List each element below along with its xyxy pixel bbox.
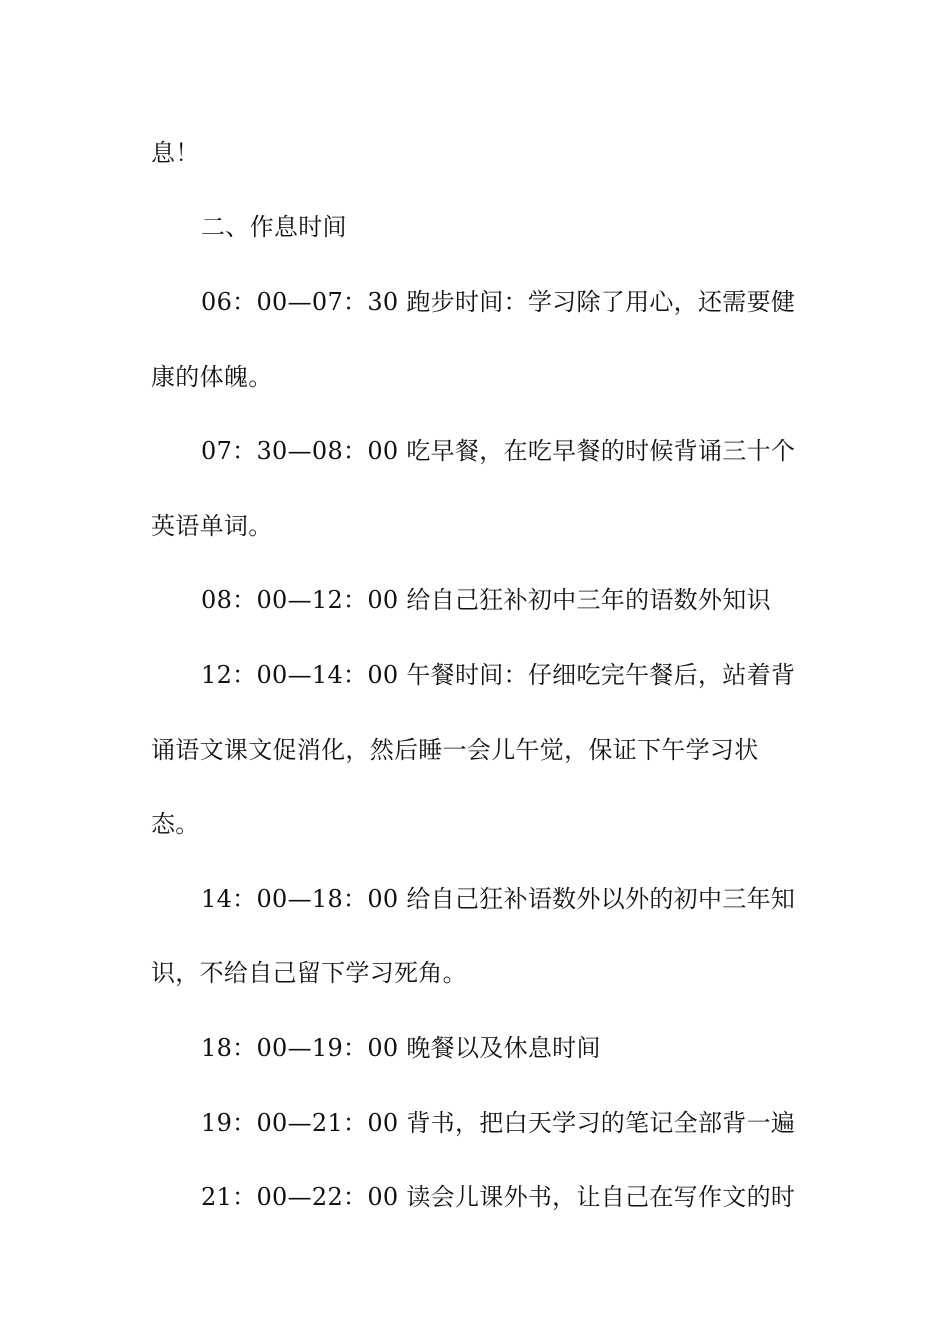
text-line: 14：00—18：00 给自己狂补语数外以外的初中三年知 [201,885,796,913]
text-line: 07：30—08：00 吃早餐，在吃早餐的时候背诵三十个 [201,437,796,465]
text-line: 21：00—22：00 读会儿课外书，让自己在写作文的时 [201,1183,796,1211]
text-line: 08：00—12：00 给自己狂补初中三年的语数外知识 [201,586,771,614]
text-line: 态。 [151,810,200,838]
text-line: 英语单词。 [151,512,273,540]
text-line: 识，不给自己留下学习死角。 [151,959,467,987]
text-line: 12：00—14：00 午餐时间：仔细吃完午餐后，站着背 [201,661,796,689]
text-line: 息！ [151,139,200,167]
text-line: 诵语文课文促消化，然后睡一会儿午觉，保证下午学习状 [151,736,759,764]
section-heading: 二、作息时间 [201,213,347,241]
text-line: 06：00—07：30 跑步时间：学习除了用心，还需要健 [201,288,796,316]
text-line: 康的体魄。 [151,363,273,391]
text-line: 19：00—21：00 背书，把白天学习的笔记全部背一遍 [201,1109,796,1137]
text-line: 18：00—19：00 晚餐以及休息时间 [201,1034,601,1062]
